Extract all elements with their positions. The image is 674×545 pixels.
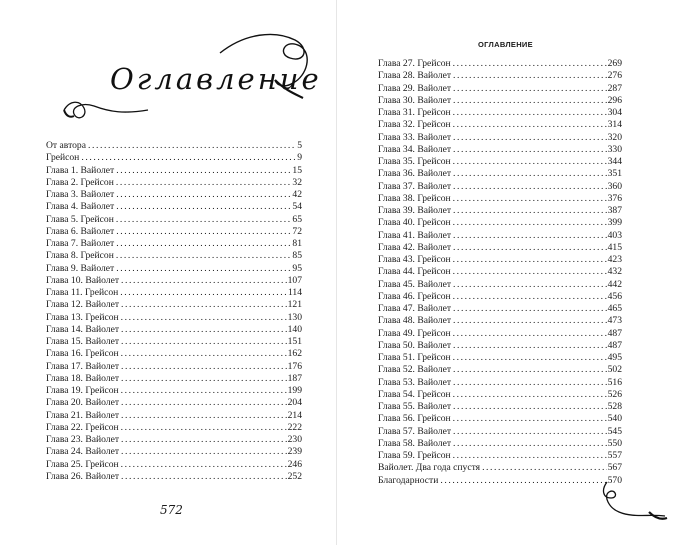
toc-entry-title: Глава 10. Вайолет	[46, 274, 120, 286]
toc-list-left	[46, 140, 302, 483]
toc-entry-page: 442	[607, 278, 622, 290]
toc-entry-title: Глава 53. Вайолет	[378, 376, 452, 388]
dot-leader	[116, 238, 291, 250]
toc-entry-title: Глава 26. Вайолет	[46, 470, 120, 482]
dot-leader	[453, 181, 607, 193]
toc-entry-page: 54	[292, 201, 302, 213]
toc-entry-title: Глава 28. Вайолет	[378, 70, 452, 82]
toc-entry	[46, 336, 302, 348]
toc-entry	[46, 201, 302, 213]
toc-entry	[378, 364, 622, 376]
toc-entry-title: Глава 54. Грейсон	[378, 388, 451, 400]
toc-entry-page: 473	[607, 315, 622, 327]
dot-leader	[453, 144, 607, 156]
dot-leader	[116, 263, 291, 275]
toc-entry-title: Глава 24. Вайолет	[46, 446, 120, 458]
dot-leader	[121, 385, 287, 397]
toc-entry-title: Глава 16. Грейсон	[46, 348, 119, 360]
toc-entry-page: 557	[607, 450, 622, 461]
toc-entry-page: 214	[287, 409, 302, 421]
dot-leader	[121, 361, 287, 373]
toc-entry-page: 121	[287, 299, 302, 311]
toc-entry	[378, 475, 622, 487]
toc-entry	[378, 132, 622, 144]
dot-leader	[116, 214, 292, 226]
toc-entry-page: 204	[287, 397, 302, 409]
toc-entry	[46, 250, 302, 262]
dot-leader	[453, 242, 607, 254]
dot-leader	[453, 340, 607, 352]
dot-leader	[453, 230, 607, 242]
toc-entry	[378, 303, 622, 315]
toc-entry	[378, 328, 622, 340]
toc-entry	[46, 397, 302, 409]
toc-entry	[46, 263, 302, 275]
toc-entry	[46, 226, 302, 238]
dot-leader	[453, 450, 607, 462]
toc-entry-title: Глава 33. Вайолет	[378, 131, 452, 143]
toc-entry	[378, 279, 622, 291]
toc-entry-page: 320	[607, 131, 622, 143]
toc-entry	[378, 438, 622, 450]
toc-entry-title: Глава 43. Грейсон	[378, 254, 451, 265]
dot-leader	[453, 328, 607, 340]
toc-entry-page: 5	[297, 140, 302, 151]
toc-entry-page: 528	[607, 401, 622, 412]
toc-entry-title: Глава 51. Грейсон	[378, 352, 451, 363]
toc-entry-page: 287	[607, 82, 622, 94]
toc-entry-page: 567	[607, 462, 622, 474]
toc-entry-title: От автора	[46, 140, 86, 151]
dot-leader	[121, 459, 287, 471]
toc-entry-title: Глава 56. Грейсон	[378, 413, 451, 425]
toc-entry-page: 95	[292, 262, 302, 274]
dot-leader	[453, 254, 607, 266]
dot-leader	[453, 389, 607, 401]
toc-entry	[378, 58, 622, 70]
toc-entry-title: Глава 50. Вайолет	[378, 339, 452, 351]
dot-leader	[88, 140, 296, 152]
toc-entry	[46, 214, 302, 226]
toc-entry-title: Глава 14. Вайолет	[46, 323, 120, 335]
dot-leader	[121, 373, 287, 385]
toc-entry	[378, 389, 622, 401]
dot-leader	[453, 107, 607, 119]
toc-entry-title: Глава 21. Вайолет	[46, 409, 120, 421]
dot-leader	[453, 377, 607, 389]
toc-entry	[378, 426, 622, 438]
toc-entry-title: Глава 47. Вайолет	[378, 303, 452, 314]
toc-entry-title: Глава 59. Грейсон	[378, 450, 451, 461]
toc-list-right	[378, 58, 622, 487]
toc-entry	[378, 107, 622, 119]
toc-entry-page: 176	[287, 360, 302, 372]
toc-entry-title: Глава 42. Вайолет	[378, 241, 452, 253]
toc-entry	[46, 361, 302, 373]
toc-entry-title: Глава 9. Вайолет	[46, 262, 115, 274]
toc-entry-title: Глава 52. Вайолет	[378, 364, 452, 376]
dot-leader	[121, 275, 287, 287]
dot-leader	[121, 312, 287, 324]
toc-entry-title: Глава 34. Вайолет	[378, 143, 452, 155]
toc-entry-title: Глава 38. Грейсон	[378, 192, 451, 204]
toc-entry-page: 252	[287, 470, 302, 482]
toc-entry-page: 187	[287, 372, 302, 384]
toc-entry	[46, 275, 302, 287]
toc-entry-title: Благодарности	[378, 474, 439, 486]
toc-entry-title: Глава 12. Вайолет	[46, 299, 120, 311]
toc-entry-page: 162	[287, 348, 302, 360]
toc-entry	[378, 242, 622, 254]
dot-leader	[121, 348, 287, 360]
toc-entry-page: 344	[607, 156, 622, 167]
dot-leader	[453, 315, 607, 327]
dot-leader	[453, 70, 607, 82]
toc-entry-title: Глава 25. Грейсон	[46, 458, 119, 470]
dot-leader	[453, 119, 607, 131]
toc-entry	[378, 462, 622, 474]
toc-entry-title: Глава 58. Вайолет	[378, 437, 452, 449]
toc-entry-title: Глава 20. Вайолет	[46, 397, 120, 409]
toc-entry	[378, 193, 622, 205]
dot-leader	[121, 471, 287, 483]
toc-entry-title: Глава 17. Вайолет	[46, 360, 120, 372]
toc-entry-page: 65	[292, 213, 302, 225]
dot-leader	[120, 287, 287, 299]
toc-entry-page: 130	[287, 311, 302, 323]
toc-entry-title: Глава 55. Вайолет	[378, 401, 452, 412]
toc-entry-title: Глава 41. Вайолет	[378, 229, 452, 241]
toc-entry-page: 304	[607, 107, 622, 118]
dot-leader	[453, 156, 607, 168]
toc-entry-page: 72	[292, 225, 302, 237]
dot-leader	[121, 434, 287, 446]
dot-leader	[116, 201, 291, 213]
toc-entry-title: Глава 8. Грейсон	[46, 250, 114, 262]
toc-entry-title: Глава 37. Вайолет	[378, 180, 452, 192]
toc-entry-page: 42	[292, 189, 302, 200]
dot-leader	[121, 324, 287, 336]
toc-entry-title: Вайолет. Два года спустя	[378, 462, 481, 474]
toc-entry-title: Глава 57. Вайолет	[378, 425, 452, 437]
dot-leader	[121, 336, 287, 348]
dot-leader	[440, 475, 606, 487]
toc-entry-title: Глава 30. Вайолет	[378, 94, 452, 106]
toc-entry-title: Глава 48. Вайолет	[378, 315, 452, 327]
toc-entry-title: Глава 19. Грейсон	[46, 385, 119, 396]
toc-entry	[46, 422, 302, 434]
toc-entry-page: 81	[292, 238, 302, 249]
toc-entry-page: 107	[287, 274, 302, 286]
toc-entry-title: Глава 3. Вайолет	[46, 189, 115, 200]
page-title: Оглавление	[110, 62, 322, 96]
page-number: 572	[160, 503, 183, 517]
toc-entry	[378, 450, 622, 462]
dot-leader	[121, 410, 287, 422]
dot-leader	[453, 291, 607, 303]
toc-entry-page: 495	[607, 352, 622, 363]
toc-entry-page: 399	[607, 217, 622, 229]
dot-leader	[453, 279, 607, 291]
toc-entry-title: Глава 23. Вайолет	[46, 434, 120, 445]
toc-entry-page: 230	[287, 434, 302, 445]
dot-leader	[116, 250, 292, 262]
toc-entry-page: 276	[607, 70, 622, 82]
ribbon-flourish-left-icon	[62, 92, 152, 132]
toc-entry	[46, 410, 302, 422]
toc-entry-title: Глава 22. Грейсон	[46, 421, 119, 433]
toc-entry-page: 487	[607, 339, 622, 351]
toc-entry-page: 502	[607, 364, 622, 376]
toc-entry	[46, 459, 302, 471]
toc-entry-page: 403	[607, 229, 622, 241]
toc-entry	[378, 168, 622, 180]
toc-entry	[46, 177, 302, 189]
dot-leader	[453, 168, 607, 180]
dot-leader	[116, 189, 291, 201]
toc-entry	[46, 385, 302, 397]
toc-entry	[46, 140, 302, 152]
running-head: ОГЛАВЛЕНИЕ	[478, 40, 533, 49]
toc-entry-page: 199	[287, 385, 302, 396]
toc-entry	[46, 471, 302, 483]
toc-entry	[46, 238, 302, 250]
toc-entry-page: 360	[607, 180, 622, 192]
toc-entry-page: 269	[607, 58, 622, 69]
toc-entry	[378, 205, 622, 217]
toc-entry-page: 376	[607, 192, 622, 204]
toc-entry	[46, 446, 302, 458]
toc-entry-title: Глава 31. Грейсон	[378, 107, 451, 118]
toc-entry-page: 456	[607, 290, 622, 302]
toc-entry-title: Глава 5. Грейсон	[46, 213, 114, 225]
toc-entry	[378, 254, 622, 266]
toc-entry-title: Глава 15. Вайолет	[46, 336, 120, 347]
toc-entry-page: 545	[607, 425, 622, 437]
toc-entry-page: 415	[607, 241, 622, 253]
toc-entry	[378, 181, 622, 193]
toc-entry-title: Глава 35. Грейсон	[378, 156, 451, 167]
toc-entry	[378, 156, 622, 168]
toc-entry-page: 314	[607, 119, 622, 131]
toc-entry-title: Глава 4. Вайолет	[46, 201, 115, 213]
toc-entry-page: 32	[292, 176, 302, 188]
toc-entry-page: 140	[287, 323, 302, 335]
toc-entry-title: Грейсон	[46, 152, 80, 164]
toc-entry-title: Глава 6. Вайолет	[46, 225, 115, 237]
toc-entry-page: 296	[607, 94, 622, 106]
dot-leader	[121, 446, 287, 458]
toc-entry	[46, 152, 302, 164]
toc-entry-title: Глава 18. Вайолет	[46, 372, 120, 384]
toc-entry-page: 516	[607, 376, 622, 388]
dot-leader	[81, 152, 296, 164]
toc-entry-title: Глава 39. Вайолет	[378, 205, 452, 216]
toc-entry	[378, 95, 622, 107]
toc-entry-title: Глава 2. Грейсон	[46, 176, 114, 188]
toc-entry	[378, 230, 622, 242]
dot-leader	[121, 397, 287, 409]
toc-entry	[378, 377, 622, 389]
toc-entry-title: Глава 29. Вайолет	[378, 82, 452, 94]
toc-entry	[378, 413, 622, 425]
toc-entry-page: 15	[292, 164, 302, 176]
dot-leader	[453, 217, 607, 229]
toc-entry-page: 222	[287, 421, 302, 433]
dot-leader	[121, 422, 287, 434]
toc-entry-page: 526	[607, 388, 622, 400]
toc-entry	[378, 70, 622, 82]
toc-entry	[378, 266, 622, 278]
dot-leader	[482, 462, 607, 474]
toc-entry-title: Глава 49. Грейсон	[378, 327, 451, 339]
toc-entry	[46, 312, 302, 324]
toc-entry-page: 85	[292, 250, 302, 262]
toc-entry	[46, 299, 302, 311]
toc-entry	[46, 324, 302, 336]
toc-entry	[378, 144, 622, 156]
toc-entry	[378, 217, 622, 229]
toc-entry	[46, 373, 302, 385]
toc-entry-page: 487	[607, 327, 622, 339]
toc-entry-page: 540	[607, 413, 622, 425]
dot-leader	[453, 193, 607, 205]
toc-entry	[378, 315, 622, 327]
toc-entry-title: Глава 40. Грейсон	[378, 217, 451, 229]
toc-entry-title: Глава 13. Грейсон	[46, 311, 119, 323]
toc-entry	[378, 83, 622, 95]
toc-entry-page: 387	[607, 205, 622, 216]
dot-leader	[453, 426, 607, 438]
dot-leader	[116, 177, 292, 189]
toc-entry	[46, 189, 302, 201]
dot-leader	[453, 438, 607, 450]
toc-entry	[46, 165, 302, 177]
dot-leader	[453, 266, 607, 278]
dot-leader	[453, 205, 607, 217]
dot-leader	[453, 364, 607, 376]
dot-leader	[121, 299, 287, 311]
dot-leader	[453, 132, 607, 144]
toc-entry-title: Глава 32. Грейсон	[378, 119, 451, 131]
toc-entry-title: Глава 36. Вайолет	[378, 168, 452, 180]
dot-leader	[453, 352, 607, 364]
toc-entry-page: 432	[607, 266, 622, 278]
toc-entry	[378, 352, 622, 364]
toc-entry	[46, 434, 302, 446]
toc-entry-title: Глава 46. Грейсон	[378, 290, 451, 302]
toc-entry-page: 550	[607, 437, 622, 449]
toc-entry	[378, 119, 622, 131]
toc-entry-title: Глава 1. Вайолет	[46, 164, 115, 176]
toc-entry-page: 465	[607, 303, 622, 314]
toc-entry	[378, 291, 622, 303]
toc-entry-page: 423	[607, 254, 622, 265]
toc-entry-page: 151	[287, 336, 302, 347]
toc-entry-page: 351	[607, 168, 622, 180]
toc-entry-title: Глава 27. Грейсон	[378, 58, 451, 69]
toc-entry-page: 570	[607, 474, 622, 486]
toc-entry-page: 246	[287, 458, 302, 470]
toc-entry-title: Глава 44. Грейсон	[378, 266, 451, 278]
dot-leader	[116, 226, 291, 238]
toc-entry-page: 239	[287, 446, 302, 458]
dot-leader	[453, 413, 607, 425]
toc-entry	[378, 340, 622, 352]
dot-leader	[453, 401, 607, 413]
toc-entry	[46, 348, 302, 360]
dot-leader	[116, 165, 291, 177]
toc-entry-title: Глава 45. Вайолет	[378, 278, 452, 290]
toc-entry-page: 9	[297, 152, 302, 164]
dot-leader	[453, 303, 607, 315]
dot-leader	[453, 58, 607, 70]
toc-entry	[378, 401, 622, 413]
dot-leader	[453, 83, 607, 95]
toc-entry-page: 114	[287, 287, 302, 298]
toc-entry-page: 330	[607, 143, 622, 155]
dot-leader	[453, 95, 607, 107]
toc-entry	[46, 287, 302, 299]
toc-entry-title: Глава 11. Грейсон	[46, 287, 119, 298]
toc-entry-title: Глава 7. Вайолет	[46, 238, 115, 249]
